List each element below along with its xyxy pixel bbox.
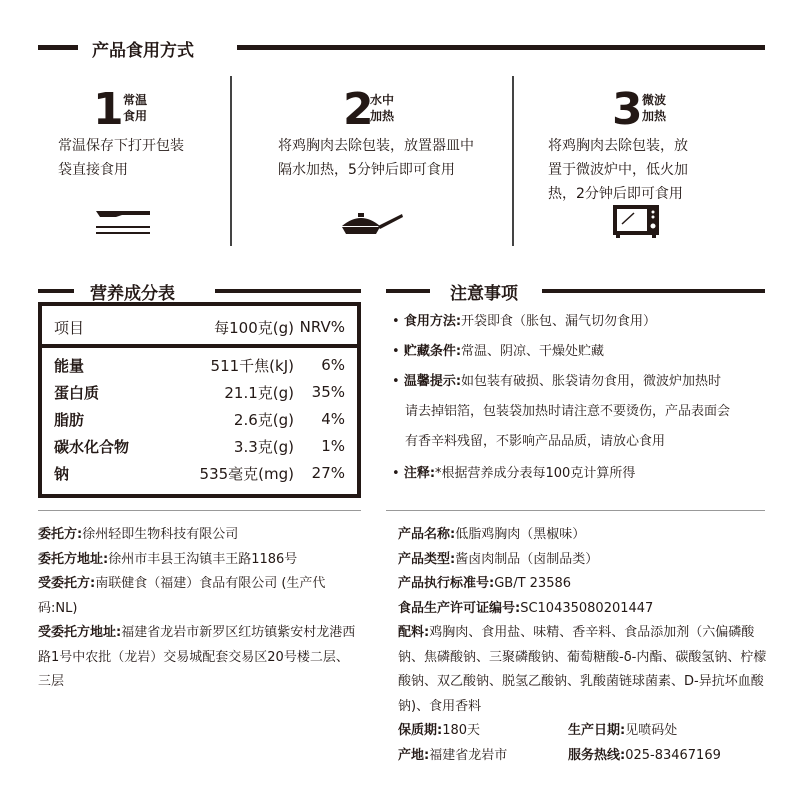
info-value: 酱卤肉制品（卤制品类）: [455, 551, 599, 567]
step-text: 将鸡胸肉去除包装，放置器皿中隔水加热，5分钟后即可食用: [278, 138, 474, 178]
notes-title: 注意事项: [450, 284, 518, 304]
header-cell: NRV%: [299, 318, 345, 336]
cell: 脂肪: [54, 410, 85, 429]
cell: 6%: [321, 356, 345, 374]
table-row: [54, 433, 345, 459]
note-key: 贮藏条件:: [403, 344, 462, 359]
info-value: 180天: [442, 723, 481, 738]
info-value: 福建省龙岩市: [429, 748, 508, 763]
info-value: 南联健食（福建）食品有限公司 (生产代码:NL): [38, 576, 326, 616]
label-line: 微波: [642, 93, 667, 107]
rule: [386, 289, 430, 293]
service-hotline: [568, 744, 721, 769]
product-info: [398, 523, 768, 719]
info-key: 生产日期:: [568, 723, 626, 738]
table-rule: [42, 344, 357, 348]
cell: 535毫克(mg): [199, 464, 294, 483]
label-line: 食用: [123, 109, 148, 123]
cell: 碳水化合物: [54, 437, 130, 456]
cell: 3.3克(g): [233, 437, 294, 456]
step-label: [123, 92, 147, 124]
info-value: 见喷码处: [625, 723, 678, 738]
info-key: 保质期:: [398, 723, 443, 738]
step-number: 3: [612, 84, 643, 135]
info-line: [398, 621, 768, 719]
cell: 蛋白质: [54, 383, 100, 402]
info-value: 徐州轻即生物科技有限公司: [82, 527, 239, 542]
table-row: [54, 352, 345, 378]
divider: [386, 510, 765, 511]
note-value: 开袋即食（胀包、漏气切勿食用）: [461, 314, 657, 329]
rule: [215, 289, 361, 293]
note-item-cont: 有香辛料残留，不影响产品品质，请放心食用: [405, 434, 666, 449]
nutrition-table: [38, 302, 361, 498]
info-key: 服务热线:: [568, 748, 626, 763]
info-value: 025-83467169: [625, 748, 721, 763]
note-item-cont: 请去掉铝箔，包装袋加热时请注意不要烫伤，产品表面会: [405, 404, 731, 419]
info-key: 委托方地址:: [38, 551, 109, 567]
info-key: 受委托方地址:: [38, 625, 122, 640]
cell: 2.6克(g): [233, 410, 294, 429]
note-item: • 贮藏条件:常温、阴凉、干燥处贮藏: [392, 344, 605, 359]
label-line: 水中: [370, 93, 395, 107]
info-key: 产品执行标准号:: [398, 576, 495, 591]
label-line: 加热: [370, 109, 395, 123]
label-line: 常温: [123, 93, 148, 107]
rule: [542, 289, 765, 293]
table-row: [54, 379, 345, 405]
header-rule-right: [237, 45, 765, 50]
step-text: 常温保存下打开包装袋直接食用: [58, 138, 184, 178]
info-line: [398, 597, 768, 622]
info-key: 产品名称:: [398, 527, 456, 542]
note-key: 食用方法:: [403, 314, 462, 329]
info-key: 产地:: [398, 748, 430, 763]
note-key: 温馨提示:: [403, 374, 462, 389]
info-line: [398, 523, 768, 548]
divider: [512, 76, 514, 246]
origin: [398, 744, 507, 769]
info-line: [38, 523, 360, 548]
note-value: 常温、阴凉、干燥处贮藏: [461, 344, 605, 359]
divider: [38, 510, 361, 511]
header-cell: 项目: [54, 318, 85, 337]
info-key: 产品类型:: [398, 551, 456, 567]
info-key: 配料:: [398, 625, 430, 640]
info-value: 徐州市丰县王沟镇丰王路1186号: [108, 551, 298, 567]
info-value: SC10435080201447: [520, 600, 654, 616]
knife-icon: [92, 206, 154, 236]
note-item: • 温馨提示:如包装有破损、胀袋请勿食用，微波炉加热时: [392, 374, 722, 389]
note-value: *根据营养成分表每100克计算所得: [435, 466, 636, 481]
cell: 钠: [54, 464, 70, 483]
nutrition-title: 营养成分表: [90, 284, 175, 304]
info-value: 低脂鸡胸肉（黑椒味）: [455, 527, 586, 542]
cell: 21.1克(g): [224, 383, 294, 402]
info-key: 食品生产许可证编号:: [398, 600, 521, 616]
cell: 1%: [321, 437, 345, 455]
step-text: 将鸡胸肉去除包装，放置于微波炉中，低火加热，2分钟后即可食用: [548, 138, 688, 202]
table-header: [54, 314, 345, 340]
usage-title: 产品食用方式: [92, 41, 194, 61]
divider: [230, 76, 232, 246]
table-row: [54, 460, 345, 486]
pan-icon: [340, 208, 406, 236]
header-cell: 每100克(g): [214, 318, 294, 337]
step-label: [370, 92, 394, 124]
cell: 4%: [321, 410, 345, 428]
info-key: 委托方:: [38, 527, 83, 542]
info-line: [38, 621, 360, 695]
shelf-life: [398, 719, 480, 744]
manufacturer-info: [38, 523, 360, 695]
info-line: [398, 548, 768, 573]
cell: 511千焦(kJ): [210, 356, 294, 375]
info-line: [38, 548, 360, 573]
note-item: • 食用方法:开袋即食（胀包、漏气切勿食用）: [392, 314, 657, 329]
rule: [38, 289, 74, 293]
step-number: 1: [93, 84, 124, 135]
step-number: 2: [343, 84, 374, 135]
info-line: [398, 572, 768, 597]
microwave-icon: [612, 204, 662, 240]
info-line: [38, 572, 360, 621]
note-item: • 注释:*根据营养成分表每100克计算所得: [392, 466, 636, 481]
info-value: GB/T 23586: [494, 576, 572, 591]
label-line: 加热: [642, 109, 667, 123]
production-date: [568, 719, 677, 744]
info-key: 受委托方:: [38, 576, 96, 591]
note-key: 注释:: [403, 466, 436, 481]
step-label: [642, 92, 666, 124]
note-value: 如包装有破损、胀袋请勿食用，微波炉加热时: [461, 374, 722, 389]
cell: 27%: [311, 464, 345, 482]
info-value: 鸡胸肉、食用盐、味精、香辛料、食品添加剂（六偏磷酸钠、焦磷酸钠、三聚磷酸钠、葡萄糖酸-δ-内酯、碳酸氢钠、柠檬酸钠、双乙酸钠、脱氢乙酸钠、乳酸菌链球菌素、D-异抗坏血酸钠)、食用香料: [398, 625, 767, 714]
table-row: [54, 406, 345, 432]
cell: 能量: [54, 356, 85, 375]
info-value: 福建省龙岩市新罗区红坊镇紫安村龙港西路1号中农批（龙岩）交易城配套交易区20号楼二层、三层: [38, 625, 356, 689]
cell: 35%: [311, 383, 345, 401]
header-rule-left: [38, 45, 78, 50]
